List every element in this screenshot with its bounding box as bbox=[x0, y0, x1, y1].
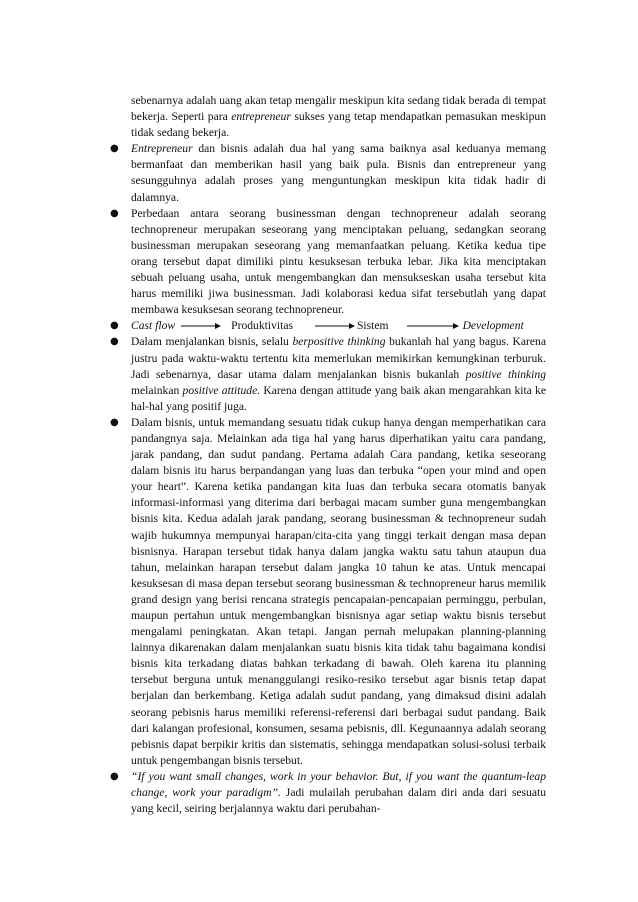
bullet-icon: ● bbox=[110, 143, 119, 155]
continuation-paragraph bbox=[110, 93, 546, 141]
bullet-icon: ● bbox=[110, 336, 119, 348]
arrow-right-icon bbox=[407, 321, 459, 331]
arrow-right-icon bbox=[181, 321, 221, 331]
flow-step-sistem: Sistem bbox=[356, 319, 389, 333]
bullet-item-entrepreneur bbox=[110, 141, 546, 205]
bullet-text: Perbedaan antara seorang businessman dengan technopreneur adalah seorang technopreneur merupakan seseorang yang menciptakan peluang, sedangkan seorang businessman merupakan seseorang yang memanfaatkan peluang. Ketika kedua tipe orang tersebut dapat dimiliki pintu kesuksesan terbuka lebar. Jika kita menciptakan sebuah peluang usaha, untuk mengembangkan dan mensukseskan usaha tersebut kita harus memiliki jiwa businessman. Jadi kolaborasi kedua sifat tersebutlah yang dapat membawa kesuksesan seorang technopreneur. bbox=[131, 206, 546, 317]
bullet-text: “If you want small changes, work in your behavior. But, if you want the quantum-leap change, work your paradigm”. Jadi mulailah perubahan dalam diri anda dari sesuatu yang kecil, seiring berjalannya waktu dari perubahan- bbox=[131, 769, 547, 816]
bullet-item-perbedaan bbox=[110, 206, 546, 319]
flow-step-cast-flow: Cast flow bbox=[131, 319, 176, 333]
bullet-item-flow bbox=[110, 318, 546, 334]
bullet-text: Entrepreneur dan bisnis adalah dua hal yang sama baiknya asal keduanya memang bermanfaat dan memberikan hasil yang baik pula. Bisnis dan entrepreneur yang sesungguhnya adalah proses yang menguntungkan meskipun kita tidak hadir di dalamnya. bbox=[131, 142, 546, 204]
bullet-icon: ● bbox=[110, 770, 119, 782]
bullet-icon: ● bbox=[110, 207, 119, 219]
document-body bbox=[110, 93, 546, 817]
arrow-right-icon bbox=[315, 321, 355, 331]
flow-diagram bbox=[131, 318, 546, 334]
bullet-item-quote bbox=[110, 769, 546, 817]
flow-step-produktivitas: Produktivitas bbox=[231, 319, 293, 333]
bullet-item-cara-pandang bbox=[110, 415, 546, 769]
bullet-icon: ● bbox=[110, 320, 119, 332]
bullet-text: Dalam menjalankan bisnis, selalu berpositive thinking bukanlah hal yang bagus. Karena justru pada waktu-waktu tertentu kita memerlukan memikirkan kemungkinan terburuk. Jadi sebenarnya, dasar utama dalam menjalankan bisnis bukanlah positive thinking melainkan positive attitude. Karena dengan attitude yang baik akan mengarahkan kita ke hal-hal yang positif juga. bbox=[131, 335, 547, 413]
bullet-text: Dalam bisnis, untuk memandang sesuatu tidak cukup hanya dengan memperhatikan cara pandangnya saja. Melainkan ada tiga hal yang harus diperhatikan yaitu cara pandang, jarak pandang, dan sudut pandang. Pertama adalah Cara pandang, ketika seseorang dalam bisnis itu harus berpandangan yang luas dan terbuka “open your mind and open your heart”. Karena ketika pandangan kita luas dan terbuka secara otomatis banyak informasi-informasi yang diterima dari berbagai macam sumber guna mengembangkan bisnis kita. Kedua adalah jarak pandang, seorang businessman & technopreneur sudah wajib hukumnya mempunyai harapan/cita-cita yang tinggi terkait dengan masa depan bisnisnya. Harapan tersebut tidak hanya dalam jangka waktu satu tahun ataupun dua tahun, melainkan harapan tersebut dalam jangka 10 tahun ke atas. Untuk mencapai kesuksesan di masa depan tersebut seorang businessman & technopreneur harus memilik grand design yang berisi rencana strategis pencapaian-pencapaian perminggu, perbulan, maupun pertahun untuk mengembangkan bisnisnya agar setiap waktu bisnis tersebut mengalami peningkatan. Akan tetapi. Jangan pernah melupakan planning-planning lainnya dikarenakan dalam menjalankan suatu bisnis kita tidak tahu bagaimana kondisi bisnis kita terkadang diatas bahkan terkadang di bawah. Oleh karena itu planning tersebut berguna untuk menanggulangi resiko-resiko tersebut agar bisnis tetap dapat berjalan dan berkembang. Ketiga adalah sudut pandang, yang dimaksud disini adalah seorang pebisnis harus memiliki referensi-referensi dari berbagai sudut pandang. Baik dari kalangan profesional, konsumen, sesama pebisnis, dll. Kegunaannya adalah seorang pebisnis dapat berpikir kritis dan sistematis, sehingga mendapatkan solusi-solusi terbaik untuk pengembangan bisnis tersebut. bbox=[131, 415, 546, 767]
continuation-text: sebenarnya adalah uang akan tetap mengalir meskipun kita sedang tidak berada di tempat bekerja. Seperti para entrepreneur sukses yang tetap mendapatkan pemasukan meskipun tidak sedang bekerja. bbox=[131, 94, 547, 140]
bullet-icon: ● bbox=[110, 416, 119, 428]
bullet-item-positive-thinking bbox=[110, 334, 546, 414]
flow-step-development: Development bbox=[462, 319, 524, 333]
